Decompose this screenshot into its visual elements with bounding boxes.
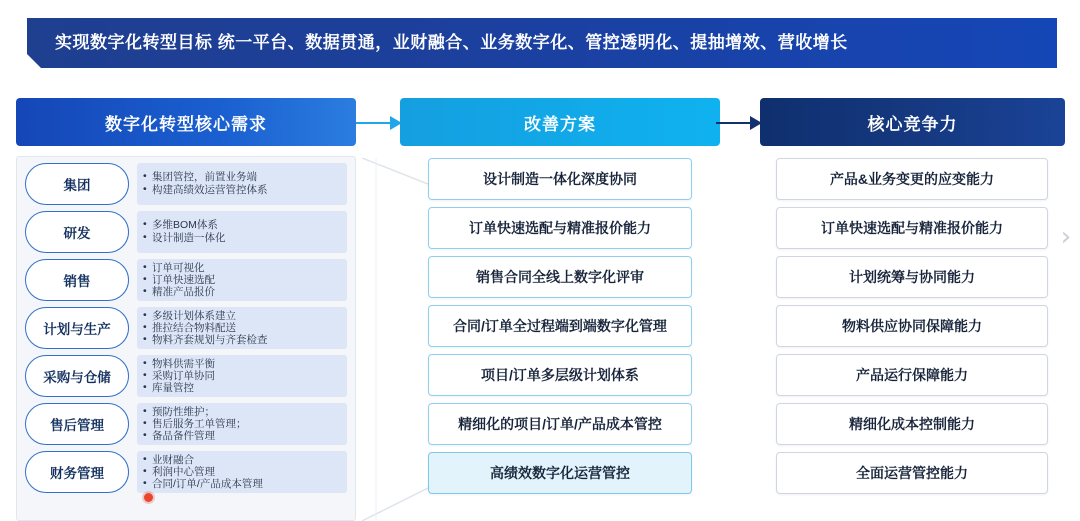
- requirement-row: [25, 259, 347, 301]
- competitiveness-card[interactable]: 订单快速选配与精准报价能力: [776, 207, 1048, 249]
- requirement-tag: 售后管理: [25, 403, 129, 445]
- competitiveness-card[interactable]: 计划统筹与协同能力: [776, 256, 1048, 298]
- requirement-detail-item: • 合同/订单/产品成本管理: [141, 478, 341, 490]
- requirement-tag: 销售: [25, 259, 129, 301]
- connector-lines: [362, 158, 428, 521]
- column-requirements: [16, 98, 356, 146]
- requirement-detail-item: • 库量管控: [141, 382, 341, 394]
- competitiveness-card[interactable]: 精细化成本控制能力: [776, 403, 1048, 445]
- requirement-detail-item: • 订单快速选配: [141, 274, 341, 286]
- competitiveness-card-list: [776, 158, 1048, 501]
- requirement-row: [25, 451, 347, 493]
- solution-card[interactable]: 订单快速选配与精准报价能力: [428, 207, 692, 249]
- requirement-detail-item: • 推拉结合物料配送: [141, 322, 341, 334]
- requirement-detail-item: • 多维BOM体系: [141, 219, 341, 232]
- requirement-detail-item: • 采购订单协同: [141, 370, 341, 382]
- solution-card[interactable]: 高绩效数字化运营管控: [428, 452, 692, 494]
- arrow-shaft: [716, 122, 750, 124]
- requirement-detail-item: • 物料齐套规划与齐套检查: [141, 334, 341, 346]
- requirement-details: [137, 163, 347, 205]
- requirement-detail-item: • 售后服务工单管理；: [141, 418, 341, 430]
- title-banner: [27, 18, 1057, 68]
- requirement-detail-item: • 设计制造一体化: [141, 232, 341, 245]
- requirement-detail-item: • 预防性维护；: [141, 406, 341, 418]
- requirement-row: [25, 403, 347, 445]
- requirement-row: [25, 211, 347, 253]
- requirements-header: 数字化转型核心需求: [16, 98, 356, 146]
- arrow-shaft: [356, 122, 390, 124]
- column-solutions: [400, 98, 720, 146]
- chevron-right-icon[interactable]: ›: [1060, 222, 1072, 252]
- requirement-details: [137, 355, 347, 397]
- requirement-tag: 财务管理: [25, 451, 129, 493]
- requirement-tag: 采购与仓储: [25, 355, 129, 397]
- solutions-card-list: [428, 158, 692, 501]
- requirement-detail-item: • 构建高绩效运营管控体系: [141, 184, 341, 197]
- banner-title: 实现数字化转型目标 统一平台、数据贯通，业财融合、业务数字化、管控透明化、提抽增效、营收增长: [55, 33, 848, 52]
- requirement-details: [137, 211, 347, 253]
- requirement-detail-item: • 利润中心管理: [141, 466, 341, 478]
- solutions-header: 改善方案: [400, 98, 720, 146]
- arrow-right-icon-competitiveness: [716, 116, 762, 130]
- requirement-detail-item: • 多级计划体系建立: [141, 310, 341, 322]
- requirement-tag: 研发: [25, 211, 129, 253]
- requirement-details: [137, 307, 347, 349]
- requirement-detail-item: • 订单可视化: [141, 262, 341, 274]
- requirement-tag: 计划与生产: [25, 307, 129, 349]
- arrow-right-icon-solutions: [356, 116, 402, 130]
- requirement-row: [25, 355, 347, 397]
- column-competitiveness: [760, 98, 1065, 146]
- requirement-detail-item: • 集团管控，前置业务端: [141, 171, 341, 184]
- solution-card[interactable]: 合同/订单全过程端到端数字化管理: [428, 305, 692, 347]
- cursor-marker-icon: [144, 493, 153, 502]
- requirement-row: [25, 163, 347, 205]
- solution-card[interactable]: 设计制造一体化深度协同: [428, 158, 692, 200]
- requirement-detail-item: • 业财融合: [141, 454, 341, 466]
- competitiveness-card[interactable]: 产品&业务变更的应变能力: [776, 158, 1048, 200]
- requirement-details: [137, 403, 347, 445]
- requirement-details: [137, 451, 347, 493]
- requirement-details: [137, 259, 347, 301]
- requirement-row: [25, 307, 347, 349]
- requirement-detail-item: • 物料供需平衡: [141, 358, 341, 370]
- competitiveness-card[interactable]: 全面运营管控能力: [776, 452, 1048, 494]
- competitiveness-header: 核心竞争力: [760, 98, 1065, 146]
- requirement-detail-item: • 备品备件管理: [141, 430, 341, 442]
- requirement-detail-item: • 精准产品报价: [141, 286, 341, 298]
- requirement-tag: 集团: [25, 163, 129, 205]
- solution-card[interactable]: 精细化的项目/订单/产品成本管控: [428, 403, 692, 445]
- solution-card[interactable]: 项目/订单多层级计划体系: [428, 354, 692, 396]
- competitiveness-card[interactable]: 物料供应协同保障能力: [776, 305, 1048, 347]
- solution-card[interactable]: 销售合同全线上数字化评审: [428, 256, 692, 298]
- competitiveness-card[interactable]: 产品运行保障能力: [776, 354, 1048, 396]
- requirements-panel: [16, 156, 356, 521]
